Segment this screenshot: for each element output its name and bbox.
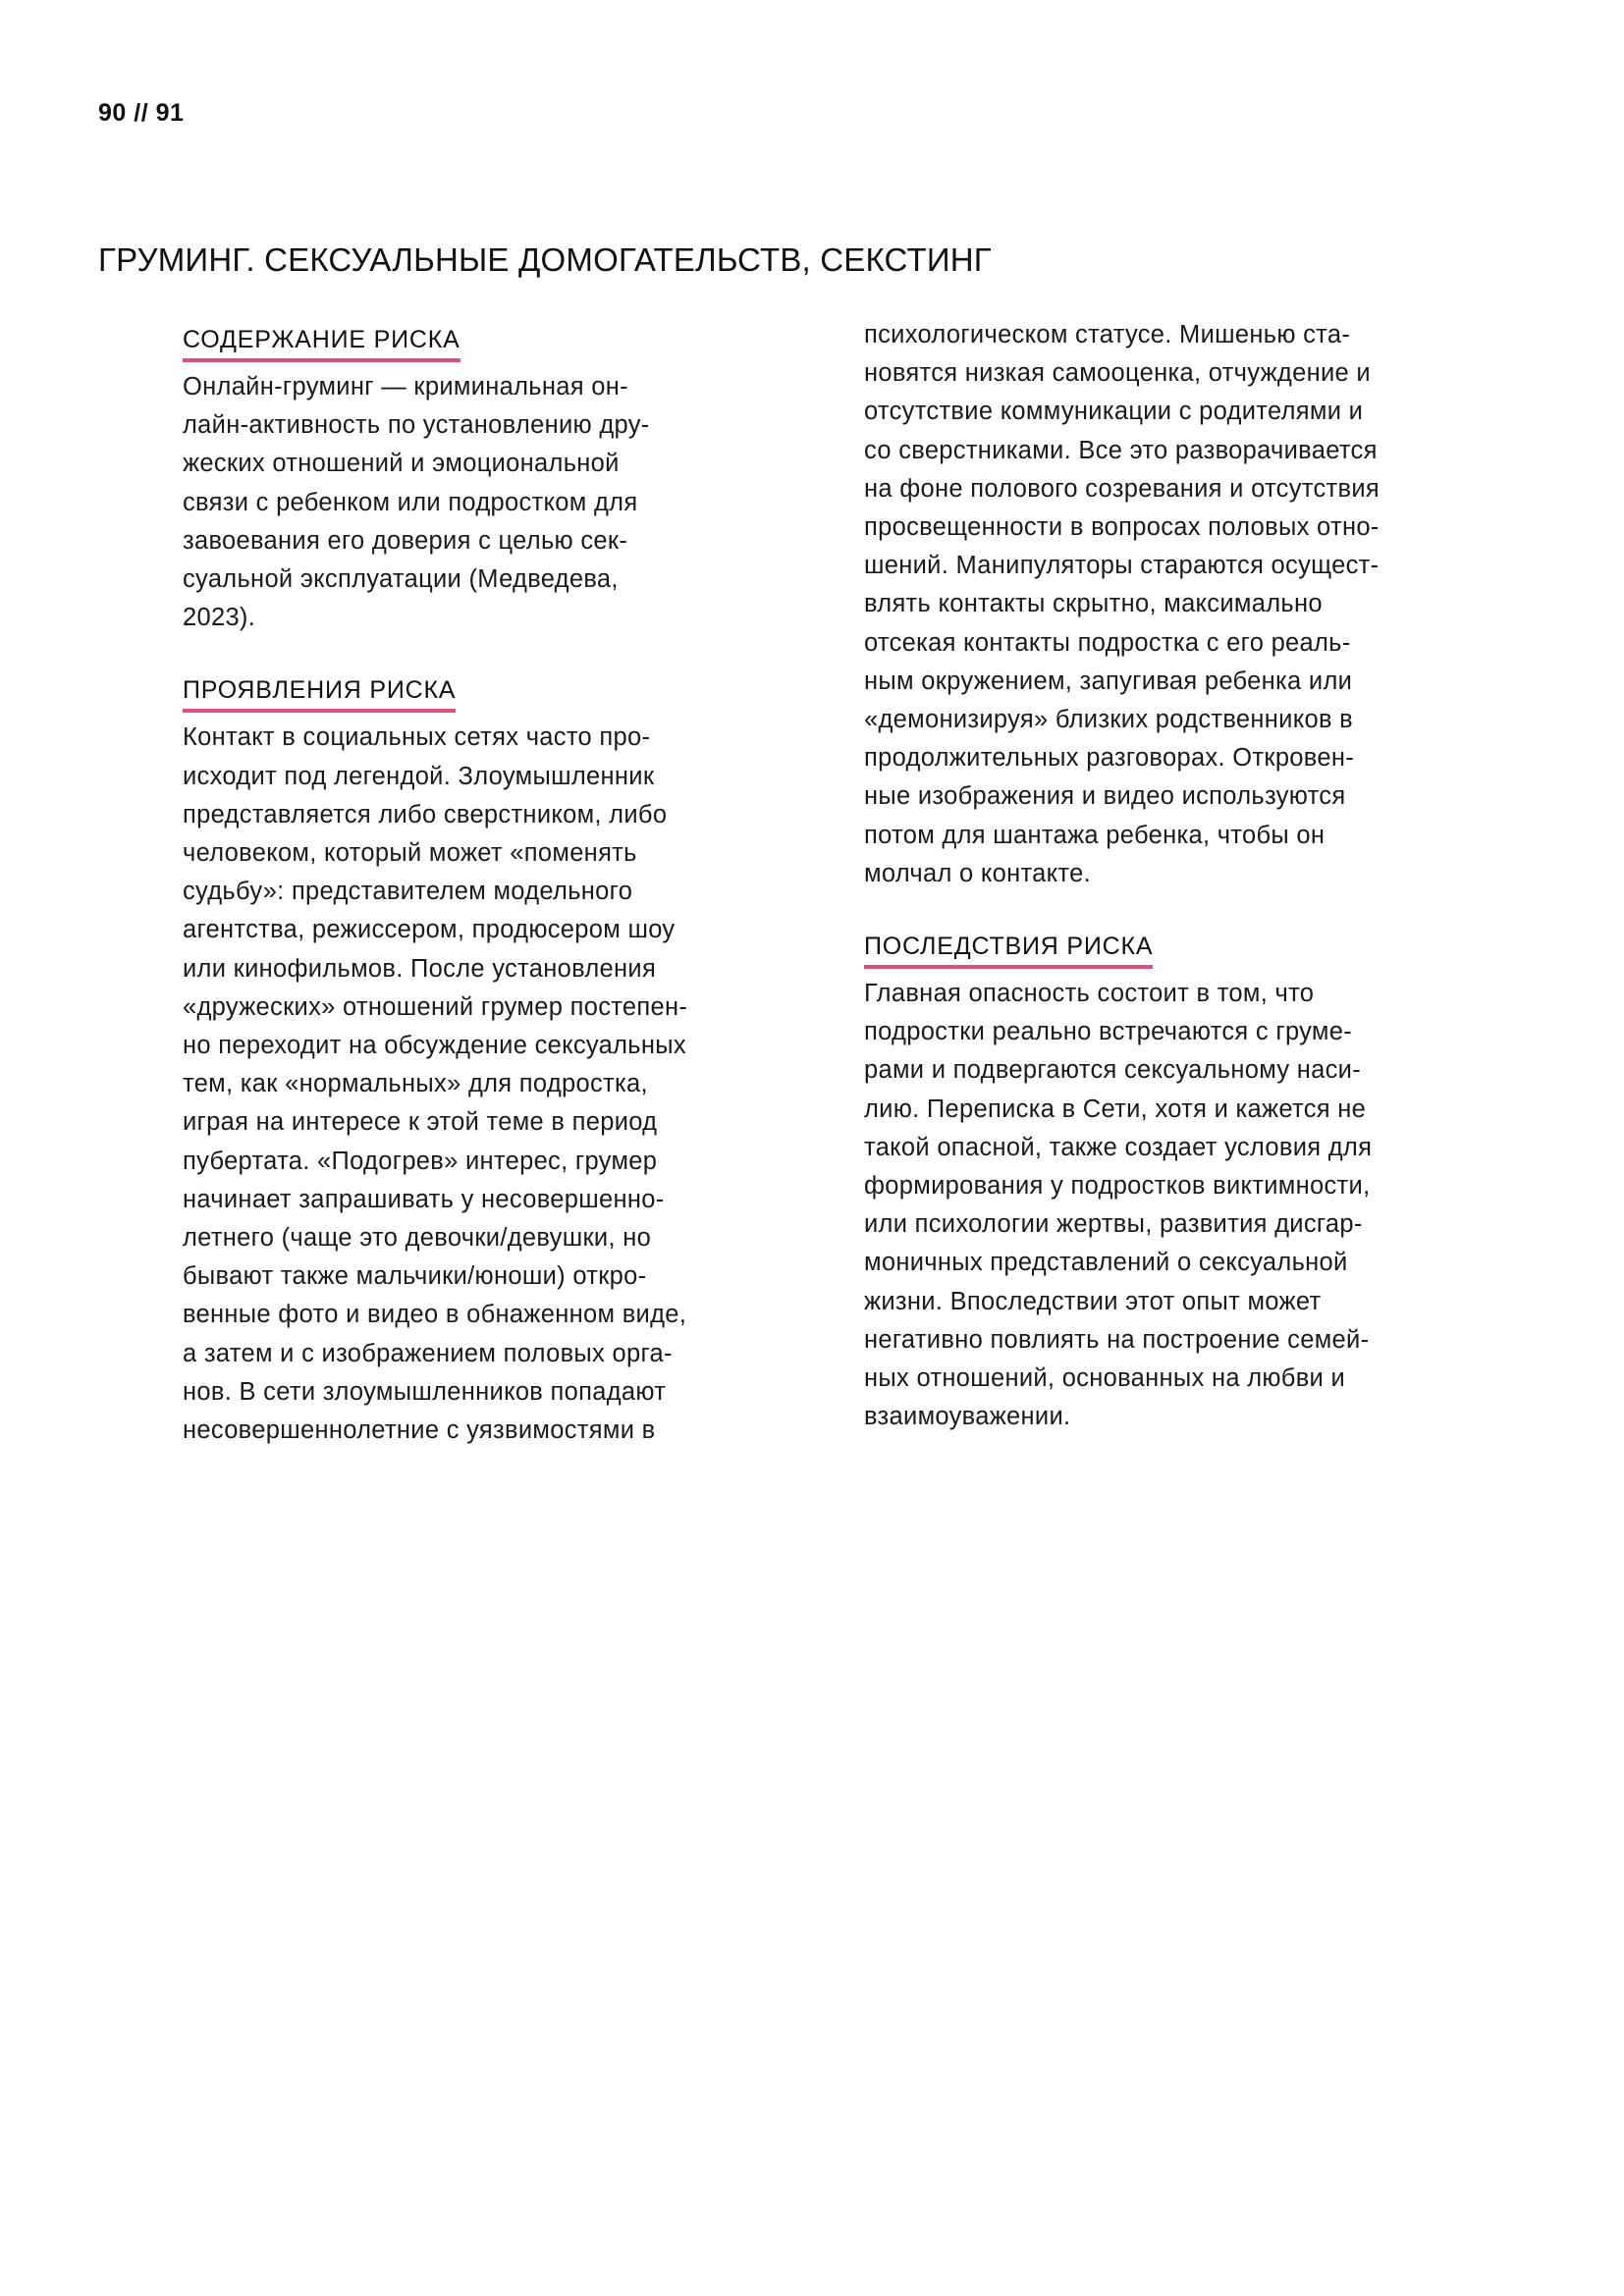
- text-line: ным окружением, запугивая ребенка или: [864, 667, 1353, 695]
- text-line: негативно повлиять на построение семей-: [864, 1325, 1370, 1354]
- text-line: но переходит на обсуждение сексуальных: [183, 1032, 686, 1060]
- text-line: Онлайн-груминг — криминальная он-: [183, 373, 628, 400]
- text-line: летнего (чаще это девочки/девушки, но: [183, 1224, 652, 1253]
- text-line: лию. Переписка в Сети, хотя и кажется не: [864, 1095, 1367, 1123]
- text-line: 2023).: [183, 604, 256, 632]
- text-line: подростки реально встречаются с груме-: [864, 1018, 1353, 1046]
- text-line: ные изображения и видео используются: [864, 782, 1346, 811]
- text-line: молчал о контакте.: [864, 859, 1091, 887]
- text-line: а затем и с изображением половых орга-: [183, 1339, 673, 1367]
- section-heading-risk-content: СОДЕРЖАНИЕ РИСКА: [183, 324, 460, 362]
- text-line: моничных представлений о сексуальной: [864, 1249, 1348, 1277]
- page-title: ГРУМИНГ. СЕКСУАЛЬНЫЕ ДОМОГАТЕЛЬСТВ, СЕКСТИНГ: [98, 241, 992, 278]
- text-line: Контакт в социальных сетях часто про-: [183, 723, 651, 752]
- text-line: венные фото и видео в обнаженном виде,: [183, 1301, 687, 1329]
- text-line: взаимоуважении.: [864, 1403, 1071, 1431]
- text-line: лайн-активность по установлению дру-: [183, 411, 650, 440]
- text-line: исходит под легендой. Злоумышленник: [183, 762, 655, 790]
- text-line: жеских отношений и эмоциональной: [183, 450, 620, 478]
- text-line: связи с ребенком или подростком для: [183, 488, 638, 516]
- text-line: формирования у подростков виктимности,: [864, 1172, 1371, 1201]
- section-risk-consequences: [864, 931, 1492, 1436]
- text-line: со сверстниками. Все это разворачивается: [864, 436, 1378, 464]
- text-line: продолжительных разговорах. Откровен-: [864, 744, 1354, 773]
- text-line: шений. Манипуляторы стараются осущест-: [864, 552, 1380, 580]
- text-line: «дружеских» отношений грумер постепен-: [183, 992, 688, 1021]
- section-heading-risk-manifestations: ПРОЯВЛЕНИЯ РИСКА: [183, 674, 456, 713]
- text-line: новятся низкая самооценка, отчуждение и: [864, 359, 1371, 388]
- section-risk-manifestations: [183, 674, 811, 1450]
- section-heading-risk-consequences: ПОСЛЕДСТВИЯ РИСКА: [864, 931, 1153, 969]
- text-line: или кинофильмов. После установления: [183, 954, 657, 983]
- text-line: просвещенности в вопросах половых отно-: [864, 513, 1380, 542]
- section-body-risk-manifestations-continued: [864, 316, 1492, 893]
- text-line: психологическом статусе. Мишенью ста-: [864, 321, 1351, 348]
- text-line: рами и подвергаются сексуальному наси-: [864, 1056, 1362, 1085]
- text-line: бывают также мальчики/юноши) откро-: [183, 1262, 647, 1291]
- text-line: несовершеннолетние с уязвимостями в: [183, 1416, 656, 1445]
- text-line: пубертата. «Подогрев» интерес, грумер: [183, 1147, 658, 1175]
- left-column: [183, 324, 811, 1487]
- page-number: 90 // 91: [98, 99, 185, 127]
- text-line: судьбу»: представителем модельного: [183, 878, 633, 906]
- section-body-risk-content: [183, 368, 811, 637]
- text-line: играя на интересе к этой теме в период: [183, 1108, 658, 1137]
- section-body-risk-consequences: [864, 975, 1492, 1436]
- text-line: нов. В сети злоумышленников попадают: [183, 1377, 667, 1406]
- text-line: «демонизируя» близких родственников в: [864, 706, 1354, 734]
- text-line: ных отношений, основанных на любви и: [864, 1364, 1346, 1393]
- text-line: человеком, который может «поменять: [183, 839, 637, 868]
- text-line: потом для шантажа ребенка, чтобы он: [864, 821, 1326, 849]
- text-line: или психологии жертвы, развития дисгар-: [864, 1210, 1363, 1239]
- text-line: на фоне полового созревания и отсутствия: [864, 474, 1380, 503]
- text-line: отсекая контакты подростка с его реаль-: [864, 628, 1351, 657]
- section-body-risk-manifestations: [183, 719, 811, 1450]
- text-line: тем, как «нормальных» для подростка,: [183, 1070, 648, 1098]
- text-line: такой опасной, также создает условия для: [864, 1133, 1373, 1161]
- text-line: Главная опасность состоит в том, что: [864, 980, 1315, 1008]
- section-risk-content: [183, 324, 811, 637]
- text-line: агентства, режиссером, продюсером шоу: [183, 916, 676, 944]
- text-line: жизни. Впоследствии этот опыт может: [864, 1287, 1322, 1315]
- text-line: отсутствие коммуникации с родителями и: [864, 398, 1364, 426]
- text-line: завоевания его доверия с целью сек-: [183, 526, 628, 555]
- text-line: влять контакты скрытно, максимально: [864, 590, 1323, 618]
- text-line: начинает запрашивать у несовершенно-: [183, 1185, 665, 1213]
- text-line: представляется либо сверстником, либо: [183, 800, 668, 828]
- text-line: суальной эксплуатации (Медведева,: [183, 565, 619, 594]
- right-column: [864, 321, 1492, 1473]
